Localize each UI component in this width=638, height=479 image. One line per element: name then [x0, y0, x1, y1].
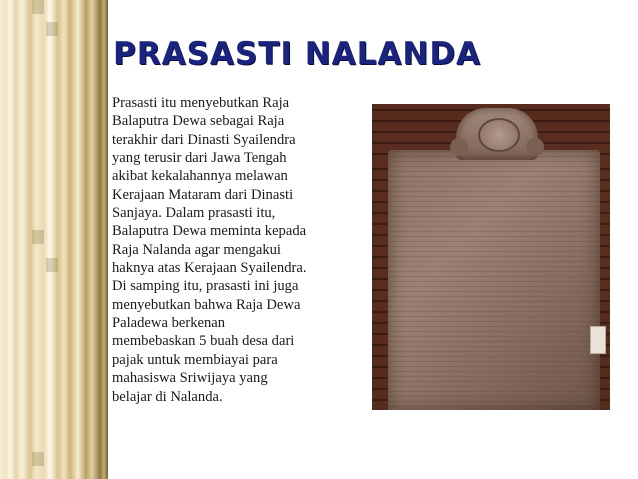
body-paragraph — [112, 94, 362, 406]
border-pattern-mark — [32, 230, 44, 244]
body-line: menyebutkan bahwa Raja Dewa — [112, 296, 301, 313]
border-pattern-mark — [32, 0, 44, 14]
slide-title: PRASASTI NALANDA — [113, 36, 482, 72]
stone-crown-carving — [456, 108, 538, 160]
body-line: Kerajaan Mataram dari Dinasti — [112, 186, 294, 203]
body-line: pajak untuk membiayai para — [112, 351, 278, 368]
body-line: yang terusir dari Jawa Tengah — [112, 150, 287, 167]
inscription-stone — [388, 150, 600, 410]
body-line: haknya atas Kerajaan Syailendra. — [112, 260, 307, 277]
carving-ornament — [526, 138, 544, 156]
seal-emblem — [478, 118, 520, 152]
body-line: Prasasti itu menyebutkan Raja — [112, 95, 290, 111]
decorative-border — [0, 0, 108, 479]
body-line: Paladewa berkenan — [112, 315, 226, 332]
border-pattern-mark — [46, 22, 58, 36]
body-line: mahasiswa Sriwijaya yang — [112, 370, 268, 387]
body-line: Balaputra Dewa meminta kepada — [112, 223, 307, 240]
body-line: Di samping itu, prasasti ini juga — [112, 278, 299, 295]
body-line: akibat kekalahannya melawan — [112, 168, 288, 185]
museum-label-card — [590, 326, 606, 354]
body-line: terakhir dari Dinasti Syailendra — [112, 131, 296, 148]
body-line: Balaputra Dewa sebagai Raja — [112, 113, 285, 130]
border-pattern-mark — [46, 258, 58, 272]
body-line: Raja Nalanda agar mengakui — [112, 241, 281, 258]
border-pattern-mark — [32, 452, 44, 466]
body-line: Sanjaya. Dalam prasasti itu, — [112, 205, 276, 222]
body-line: belajar di Nalanda. — [112, 388, 223, 405]
body-line: membebaskan 5 buah desa dari — [112, 333, 295, 350]
carving-ornament — [450, 138, 468, 156]
inscription-stone-photo — [372, 104, 610, 410]
